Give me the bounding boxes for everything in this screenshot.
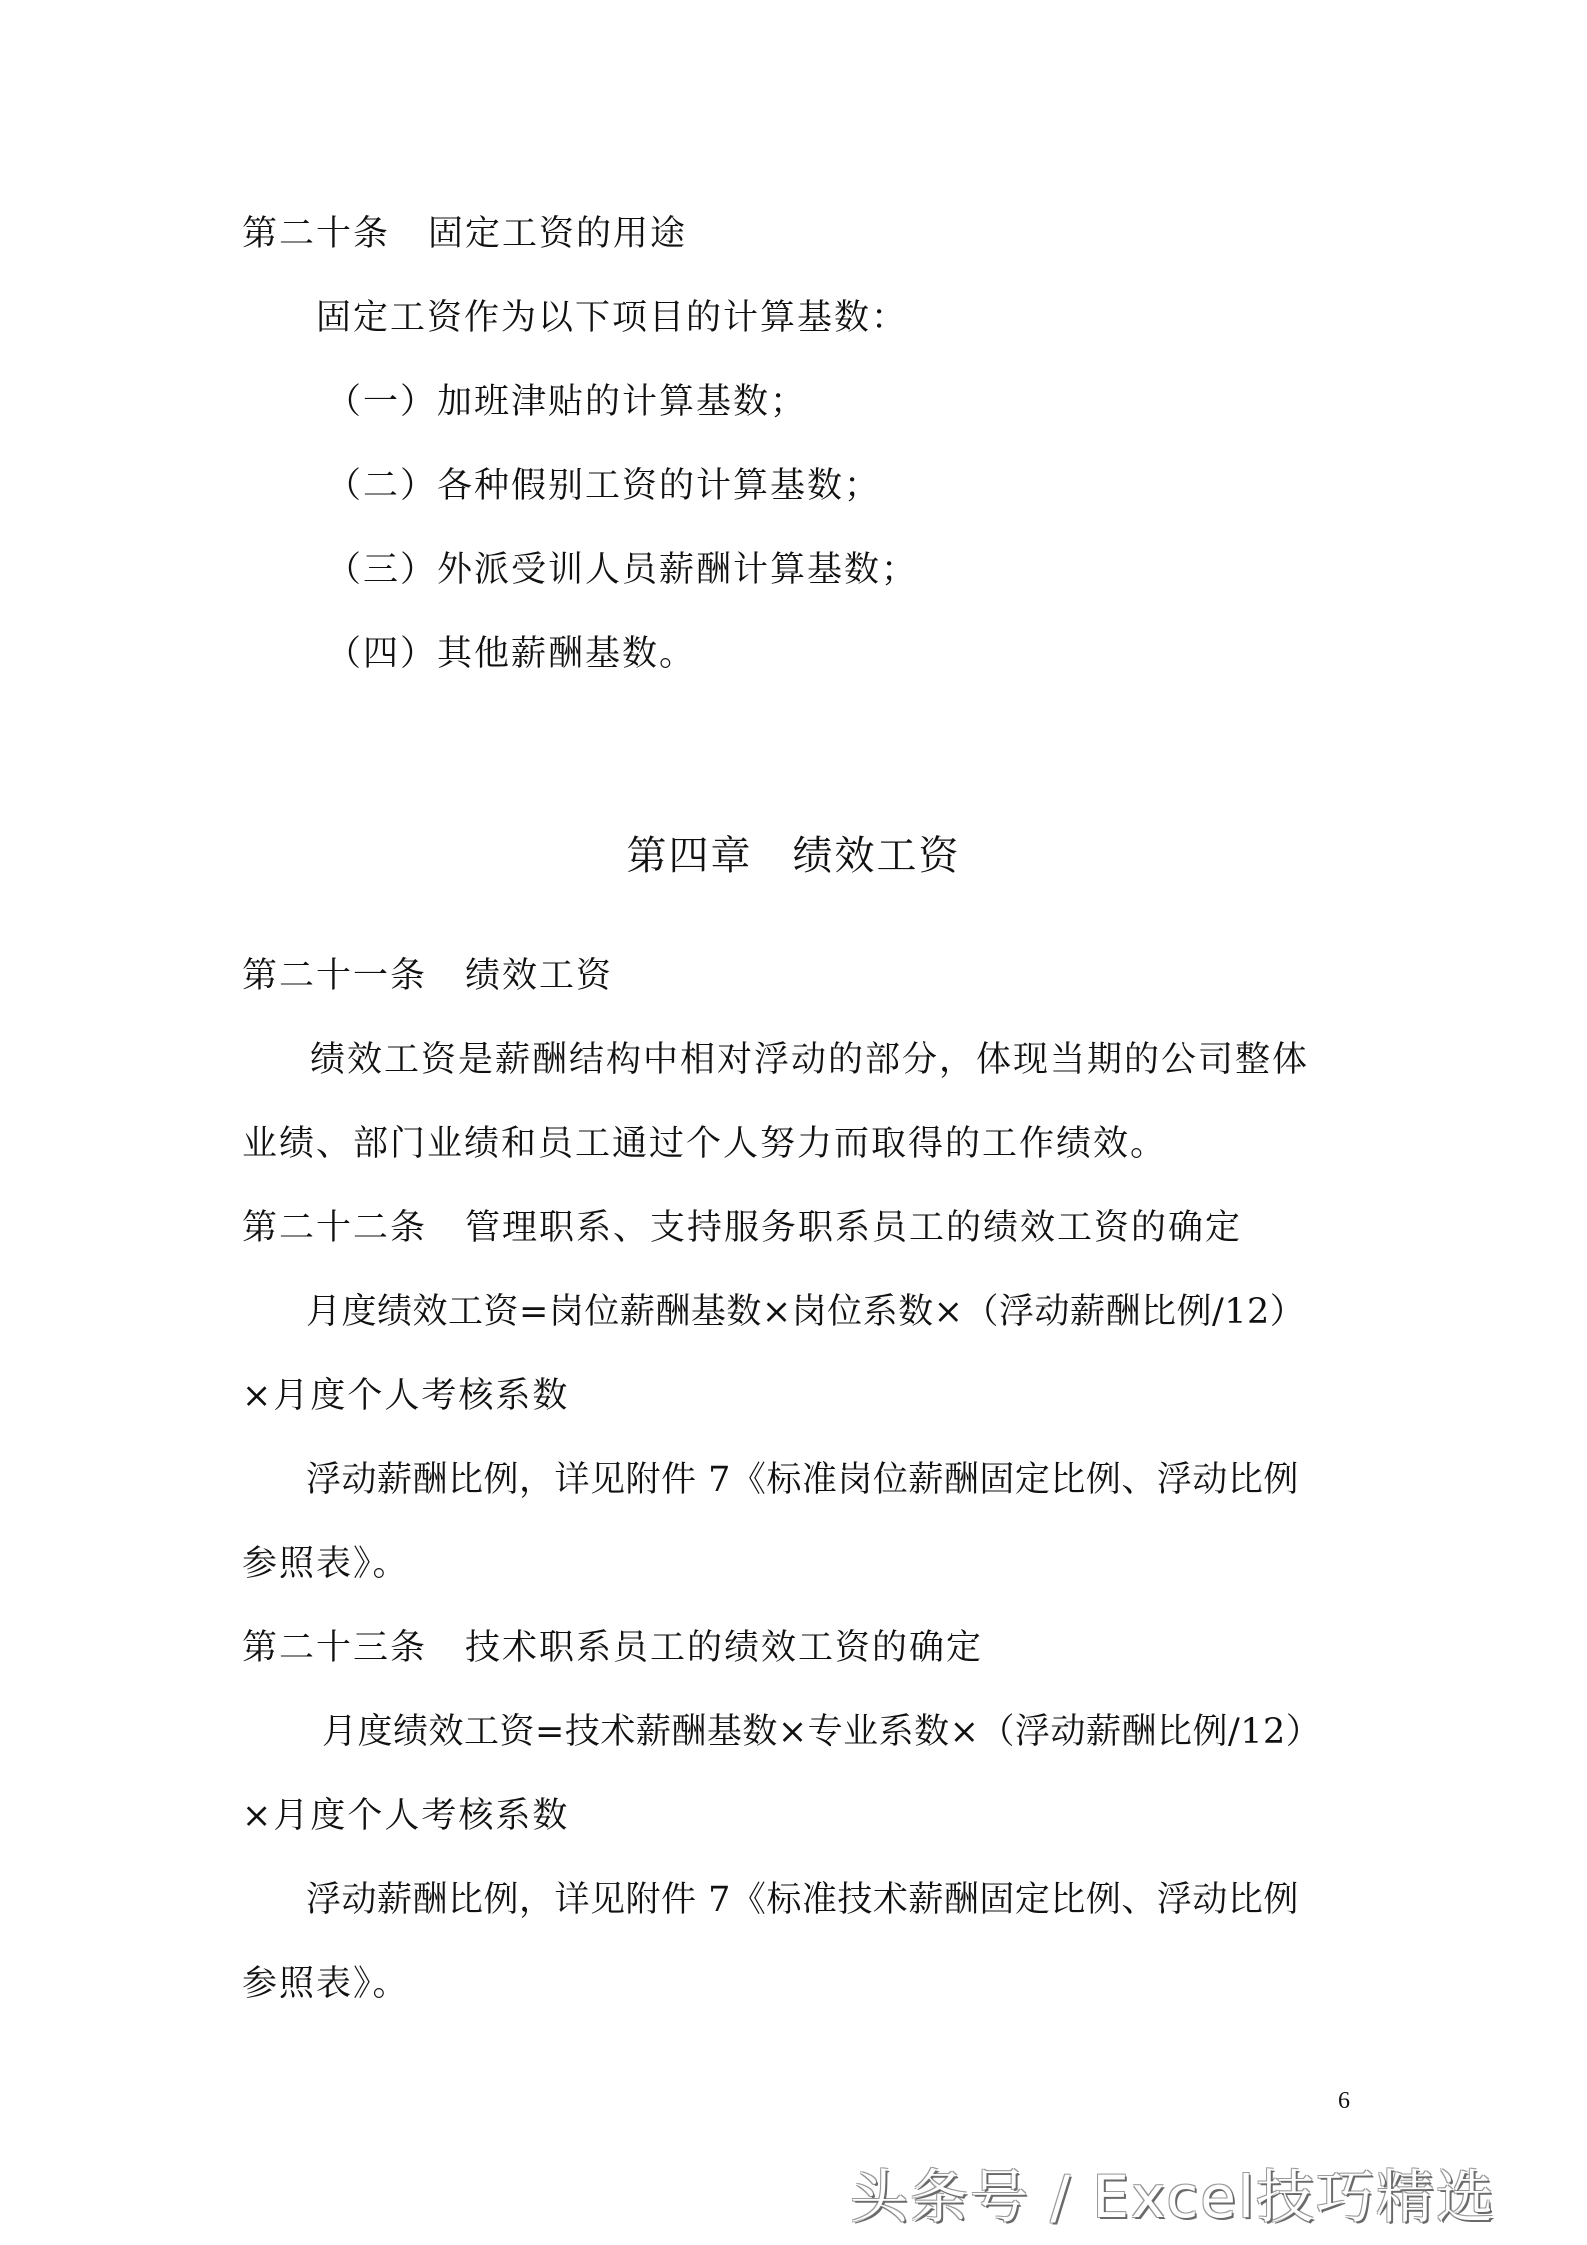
list-item: （三）外派受训人员薪酬计算基数； xyxy=(326,550,919,590)
list-item: （一）加班津贴的计算基数； xyxy=(326,382,808,422)
paragraph-line: 参照表》。 xyxy=(242,1544,410,1584)
paragraph-line: 浮动薪酬比例，详见附件 7《标准技术薪酬固定比例、浮动比例 xyxy=(306,1880,1299,1920)
watermark: 头条号 / Excel技巧精选 xyxy=(850,2163,1497,2231)
article-title: 技术职系员工的绩效工资的确定 xyxy=(465,1628,984,1668)
article-22-heading xyxy=(242,1208,1242,1248)
formula-line: ×月度个人考核系数 xyxy=(242,1376,570,1416)
article-number: 第二十二条 xyxy=(242,1208,428,1248)
formula-line: ×月度个人考核系数 xyxy=(242,1796,570,1836)
chapter-heading xyxy=(0,832,1587,880)
article-21-heading xyxy=(242,956,613,996)
paragraph-line: 参照表》。 xyxy=(242,1964,410,2004)
article-23-heading xyxy=(242,1628,983,1668)
chapter-number: 第四章 xyxy=(626,833,753,879)
article-title: 绩效工资 xyxy=(465,956,614,996)
article-number: 第二十条 xyxy=(242,214,391,254)
formula-line: 月度绩效工资=技术薪酬基数×专业系数×（浮动薪酬比例/12） xyxy=(322,1712,1322,1752)
paragraph-line: 业绩、部门业绩和员工通过个人努力而取得的工作绩效。 xyxy=(242,1124,1168,1164)
paragraph-line: 浮动薪酬比例，详见附件 7《标准岗位薪酬固定比例、浮动比例 xyxy=(306,1460,1299,1500)
page-number: 6 xyxy=(1338,2088,1350,2114)
article-title: 固定工资的用途 xyxy=(428,214,688,254)
chapter-title: 绩效工资 xyxy=(792,833,961,879)
article-20-intro: 固定工资作为以下项目的计算基数： xyxy=(316,298,909,338)
article-20-heading xyxy=(242,214,687,254)
list-item: （四）其他薪酬基数。 xyxy=(326,634,697,674)
formula-line: 月度绩效工资=岗位薪酬基数×岗位系数×（浮动薪酬比例/12） xyxy=(306,1292,1306,1332)
article-number: 第二十三条 xyxy=(242,1628,428,1668)
article-title: 管理职系、支持服务职系员工的绩效工资的确定 xyxy=(465,1208,1243,1248)
paragraph-line: 绩效工资是薪酬结构中相对浮动的部分，体现当期的公司整体 xyxy=(310,1040,1310,1080)
list-item: （二）各种假别工资的计算基数； xyxy=(326,466,882,506)
article-number: 第二十一条 xyxy=(242,956,428,996)
